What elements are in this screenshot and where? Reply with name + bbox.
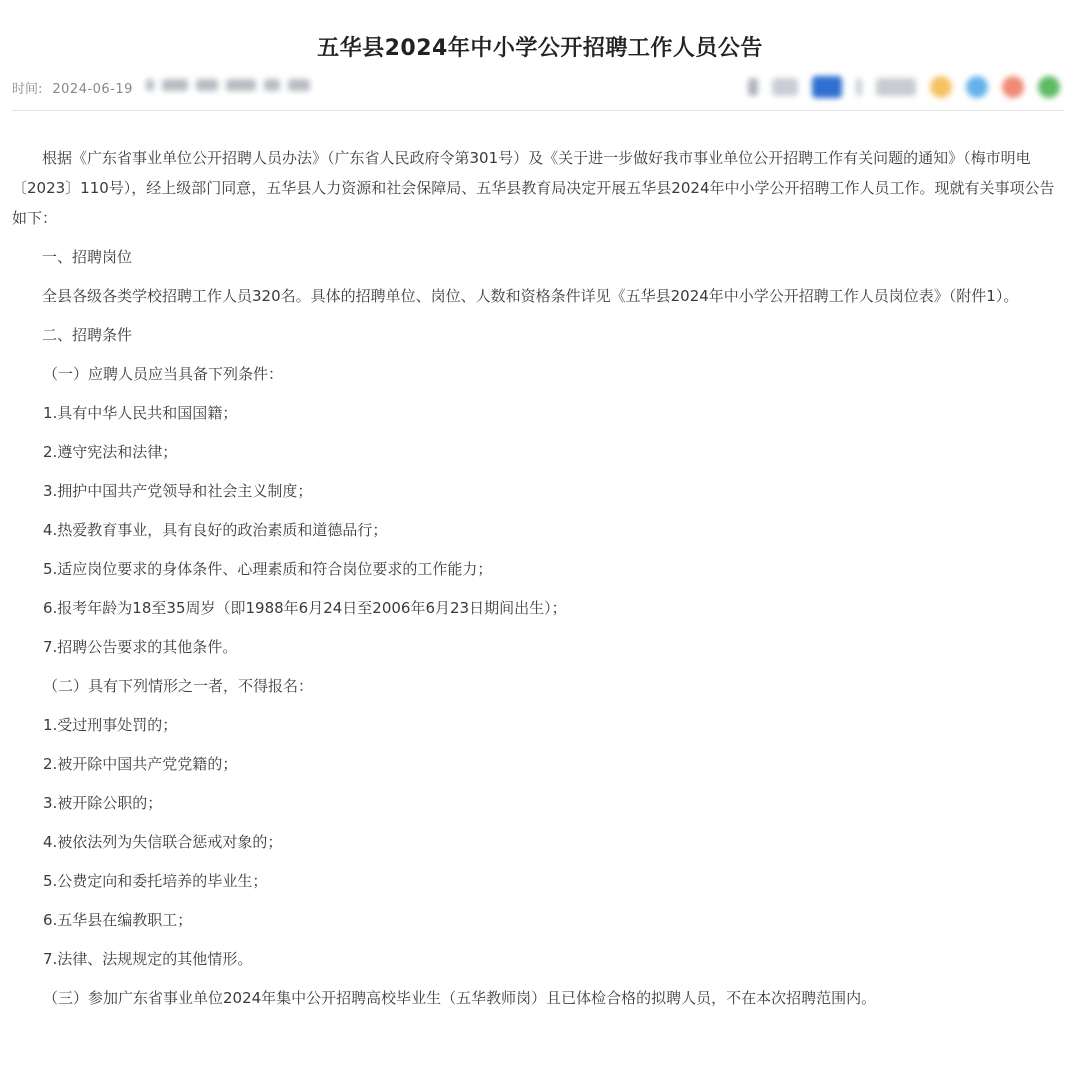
article-body [12, 143, 1062, 1022]
list-item: 5.公费定向和委托培养的毕业生； [43, 872, 268, 890]
list-item: 4.热爱教育事业，具有良好的政治素质和道德品行； [43, 521, 388, 539]
subsection-heading-requirements: （一）应聘人员应当具备下列条件： [43, 365, 284, 383]
list-item: 7.法律、法规规定的其他情形。 [43, 950, 253, 968]
paragraph-positions: 全县各级各类学校招聘工作人员320名。具体的招聘单位、岗位、人数和资格条件详见《五华县2024年中小学公开招聘工作人员岗位表》（附件1）。 [42, 287, 1019, 305]
list-item: 1.受过刑事处罚的； [43, 716, 178, 734]
article-title: 五华县2024年中小学公开招聘工作人员公告 [317, 35, 763, 61]
publish-time-label: 时间: [12, 82, 43, 97]
subsection-paragraph-exclusion-note: （三）参加广东省事业单位2024年集中公开招聘高校毕业生（五华教师岗）且已体检合格的拟聘人员，不在本次招聘范围内。 [43, 989, 877, 1007]
publish-time-value: 2024-06-19 [52, 82, 133, 97]
font-size-icon[interactable] [772, 78, 798, 96]
share-label-icon [876, 78, 916, 96]
list-item: 2.遵守宪法和法律； [43, 443, 178, 461]
section-heading-conditions: 二、招聘条件 [42, 326, 133, 344]
print-icon[interactable] [748, 78, 758, 96]
list-item: 4.被依法列为失信联合惩戒对象的； [43, 833, 283, 851]
list-item: 6.五华县在编教职工； [43, 911, 193, 929]
list-item: 1.具有中华人民共和国国籍； [43, 404, 238, 422]
list-item: 3.拥护中国共产党领导和社会主义制度； [43, 482, 313, 500]
toolbar-separator-icon [856, 78, 862, 96]
list-item: 6.报考年龄为18至35周岁（即1988年6月24日至2006年6月23日期间出生）； [43, 599, 567, 617]
list-item: 5.适应岗位要求的身体条件、心理素质和符合岗位要求的工作能力； [43, 560, 493, 578]
share-tencent-icon[interactable] [966, 76, 988, 98]
share-wechat-icon[interactable] [1038, 76, 1060, 98]
list-item: 2.被开除中国共产党党籍的； [43, 755, 238, 773]
article-meta-bar [12, 70, 1064, 104]
subsection-heading-exclusions: （二）具有下列情形之一者，不得报名： [43, 677, 314, 695]
list-item: 7.招聘公告要求的其他条件。 [43, 638, 238, 656]
paragraph-intro: 根据《广东省事业单位公开招聘人员办法》（广东省人民政府令第301号）及《关于进一步做好我市事业单位公开招聘工作有关问题的通知》（梅市明电〔2023〕110号），经上级部门同意，五华县人力资源和社会保障局、五华县教育局决定开展五华县2024年中小学公开招聘工作人员工作。现就有关事项公告如下： [12, 149, 1055, 227]
publish-time [12, 78, 133, 97]
list-item: 3.被开除公职的； [43, 794, 163, 812]
section-heading-positions: 一、招聘岗位 [42, 248, 133, 266]
share-qzone-icon[interactable] [930, 76, 952, 98]
article-toolbar [748, 72, 1060, 102]
font-size-large-icon[interactable] [812, 76, 842, 98]
source-info-redacted [146, 76, 310, 94]
share-weibo-icon[interactable] [1002, 76, 1024, 98]
title-divider [12, 110, 1064, 111]
